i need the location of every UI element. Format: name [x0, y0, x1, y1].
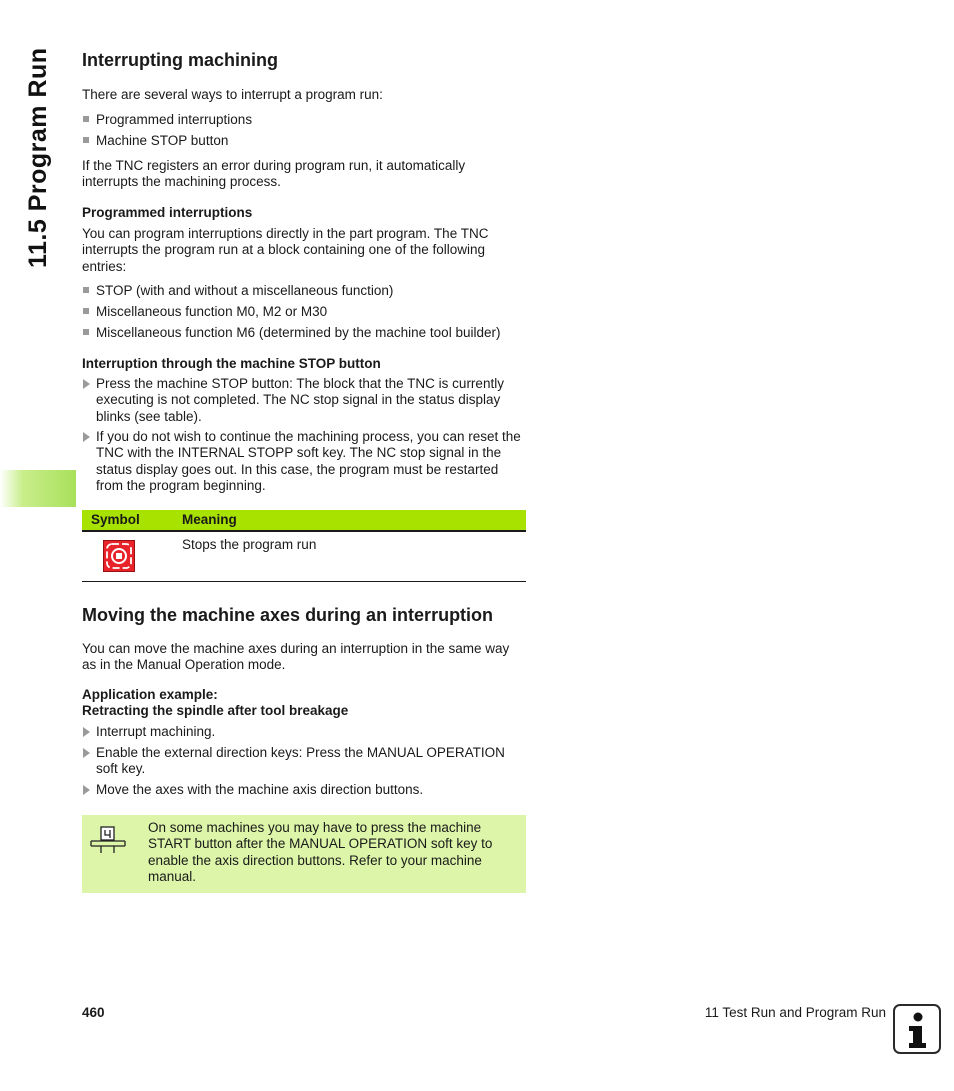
list-item-text: STOP (with and without a miscellaneous function)	[96, 283, 394, 298]
bullet-square-icon	[82, 325, 96, 341]
list-item	[82, 283, 527, 299]
step-item	[82, 782, 527, 798]
list-item	[82, 325, 532, 341]
moving-axes-paragraph: You can move the machine axes during an interruption in the same way as in the Manual Operation mode.	[82, 641, 510, 673]
table-header-symbol: Symbol	[91, 512, 140, 527]
step-arrow-icon	[82, 782, 96, 798]
section-heading-interrupting: Interrupting machining	[82, 50, 278, 70]
list-item	[82, 304, 527, 320]
list-item-text: Miscellaneous function M0, M2 or M30	[96, 304, 328, 319]
intro-paragraph: There are several ways to interrupt a program run:	[82, 87, 383, 102]
list-item-text: Miscellaneous function M6 (determined by the machine tool builder)	[96, 325, 501, 340]
list-item-text: Machine STOP button	[96, 133, 229, 148]
machine-note-icon	[90, 826, 126, 859]
list-item-text: Programmed interruptions	[96, 112, 253, 127]
table-bottom-rule	[82, 581, 526, 582]
step-item	[82, 429, 527, 494]
programmed-paragraph: You can program interruptions directly in the part program. The TNC interrupts the program run at a block containing one of the following entries:	[82, 226, 489, 274]
list-item	[82, 133, 527, 149]
page-number: 460	[82, 1005, 105, 1020]
step-text: Press the machine STOP button: The block that the TNC is currently executing is not completed. The NC stop signal in the status display blinks (see table).	[96, 376, 504, 424]
subheading-stop-button: Interruption through the machine STOP button	[82, 356, 381, 371]
step-item	[82, 724, 527, 740]
bullet-square-icon	[82, 304, 96, 320]
error-paragraph: If the TNC registers an error during program run, it automatically interrupts the machining process.	[82, 158, 466, 190]
step-item	[82, 376, 527, 425]
step-arrow-icon	[82, 376, 96, 425]
info-icon	[893, 1004, 941, 1054]
machine-note-box	[82, 815, 526, 893]
step-text: Move the axes with the machine axis direction buttons.	[96, 782, 424, 797]
list-item	[82, 112, 527, 128]
bullet-square-icon	[82, 283, 96, 299]
bullet-square-icon	[82, 112, 96, 128]
chapter-footer: 11 Test Run and Program Run	[704, 1005, 886, 1020]
example-title: Application example:	[82, 687, 218, 702]
step-text: Interrupt machining.	[96, 724, 216, 739]
chapter-tab-marker	[0, 470, 76, 507]
step-text: Enable the external direction keys: Press the MANUAL OPERATION soft key.	[96, 745, 505, 777]
section-heading-moving-axes: Moving the machine axes during an interruption	[82, 605, 494, 625]
table-header-meaning: Meaning	[182, 512, 237, 527]
step-arrow-icon	[82, 724, 96, 740]
table-header-row	[82, 510, 526, 532]
side-section-title: 11.5 Program Run	[24, 47, 52, 268]
step-arrow-icon	[82, 429, 96, 494]
step-arrow-icon	[82, 745, 96, 778]
machine-note-text: On some machines you may have to press the machine START button after the MANUAL OPERATION soft key to enable the axis direction buttons. Refer to your machine manual.	[148, 820, 493, 884]
step-item	[82, 745, 527, 778]
table-cell-meaning: Stops the program run	[182, 537, 317, 552]
bullet-square-icon	[82, 133, 96, 149]
subheading-programmed: Programmed interruptions	[82, 205, 253, 220]
nc-stop-icon	[103, 540, 135, 572]
example-subtitle: Retracting the spindle after tool breakage	[82, 703, 349, 718]
step-text: If you do not wish to continue the machining process, you can reset the TNC with the INTERNAL STOPP soft key. The NC stop signal in the status display goes out. In this case, the program must be restarted from the program beginning.	[96, 429, 521, 493]
